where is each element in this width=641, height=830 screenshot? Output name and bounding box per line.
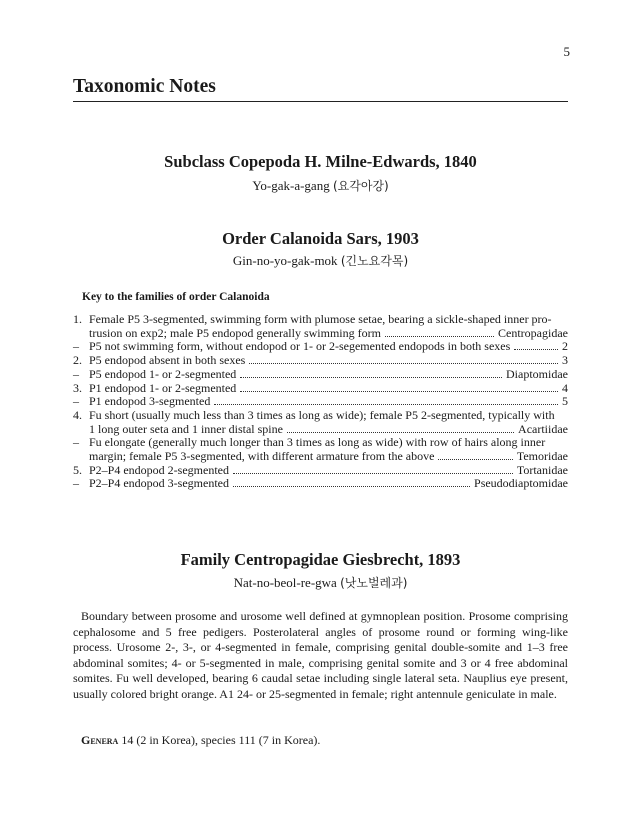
key-entry-mark: 5. <box>73 462 82 477</box>
key-entry-mark: – <box>73 339 79 354</box>
key-entry-result: 2 <box>562 339 568 354</box>
leader-dots <box>240 377 502 378</box>
key-entry-mark: – <box>73 435 79 450</box>
key-entry-result: Centropagidae <box>498 325 568 340</box>
key-entry <box>73 464 568 478</box>
key-entry-text: Fu elongate (generally much longer than 3 times as long as wide) with row of hairs along inner <box>89 435 546 450</box>
family-korean: (낫노벌레과) <box>340 576 408 590</box>
leader-dots <box>438 459 512 460</box>
key-entry-text: P5 endopod absent in both sexes <box>89 353 246 368</box>
key-entry-text: Female P5 3-segmented, swimming form with plumose setae, bearing a sickle-shaped inner pro- <box>89 312 552 326</box>
key-entry-result: Pseudodiaptomidae <box>474 476 568 491</box>
family-romanization <box>0 574 641 591</box>
key-entry <box>73 354 568 368</box>
order-korean: (긴노요각목) <box>340 254 409 268</box>
key-entry-text: P2–P4 endopod 2-segmented <box>89 462 229 477</box>
key-entry-mark: 2. <box>73 353 82 368</box>
key-entry-result: 3 <box>562 353 568 368</box>
key-entry-text: trusion on exp2; male P5 endopod generally swimming form <box>89 325 381 340</box>
key-entry-result: Tortanidae <box>516 462 568 477</box>
genera-label: Genera <box>81 733 119 747</box>
key-entry-mark: – <box>73 394 79 409</box>
section-title: Taxonomic Notes <box>73 76 568 102</box>
subclass-romanization <box>0 177 641 194</box>
key-entry-text: P5 not swimming form, without endopod or 1- or 2-segemented endopods in both sexes <box>89 339 511 354</box>
leader-dots <box>240 391 558 392</box>
family-heading: Family Centropagidae Giesbrecht, 1893 <box>180 550 461 569</box>
key-entry-text: P1 endopod 1- or 2-segmented <box>89 380 237 395</box>
subclass-korean: (요각아강) <box>332 179 389 193</box>
order-heading: Order Calanoida Sars, 1903 <box>222 229 419 248</box>
key-entry-text: Fu short (usually much less than 3 times as long as wide); female P5 2-segmented, typically with <box>89 407 555 422</box>
order-romanization-text: Gin-no-yo-gak-mok <box>232 253 338 268</box>
order-romanization <box>0 252 641 269</box>
key-entry-result: Acartiidae <box>518 421 568 436</box>
key-entry <box>73 313 568 340</box>
key-entry-text: margin; female P5 3-segmented, with different armature from the above <box>89 449 435 464</box>
subclass-heading: Subclass Copepoda H. Milne-Edwards, 1840 <box>164 152 477 171</box>
key-entry-text: P1 endopod 3-segmented <box>89 394 211 409</box>
key-entry-result: Temoridae <box>516 449 568 464</box>
key-entry-mark: 1. <box>73 312 82 326</box>
leader-dots <box>385 336 494 337</box>
key-entry <box>73 395 568 409</box>
leader-dots <box>233 473 513 474</box>
key-entry-result: 4 <box>562 380 568 395</box>
family-description: Boundary between prosome and urosome well defined at gymnoplean position. Prosome comprising cephalosome and 5 free pedigers. Posterolateral angles of prosome round or forming wing-like process. Urosome 2-, 3-, or 4-segmented in female, comprising genital double-somite and 1–3 free abdominal somites; 4- or 5-segmented in male, comprising genital somite and 3 or 4 free abdominal somites. Fu well developed, bearing 6 caudal setae including single lateral seta. Nauplius eye present, usually colored bright orange. A1 24- or 25-segmented in female; right antennule geniculate in male. <box>73 609 568 701</box>
key-entry-result: 5 <box>562 394 568 409</box>
key-entry <box>73 436 568 463</box>
key-entry <box>73 340 568 354</box>
key-entry <box>73 409 568 436</box>
key-entry-mark: 4. <box>73 407 82 422</box>
family-key <box>73 313 568 491</box>
genera-line <box>81 733 320 748</box>
key-entry-text: P2–P4 endopod 3-segmented <box>89 476 229 491</box>
genera-text: 14 (2 in Korea), species 111 (7 in Korea). <box>121 733 321 747</box>
key-entry-text: P5 endopod 1- or 2-segmented <box>89 366 237 381</box>
leader-dots <box>233 486 470 487</box>
key-entry-mark: – <box>73 366 79 381</box>
key-entry <box>73 382 568 396</box>
key-entry <box>73 368 568 382</box>
family-romanization-text: Nat-no-beol-re-gwa <box>233 575 337 590</box>
leader-dots <box>287 432 514 433</box>
leader-dots <box>214 404 558 405</box>
key-entry-mark: 3. <box>73 380 82 395</box>
leader-dots <box>514 349 558 350</box>
subclass-romanization-text: Yo-gak-a-gang <box>252 178 330 193</box>
key-entry-mark: – <box>73 476 79 491</box>
leader-dots <box>249 363 558 364</box>
key-title: Key to the families of order Calanoida <box>82 291 270 303</box>
key-entry <box>73 477 568 491</box>
page-number: 5 <box>563 44 570 59</box>
key-entry-text: 1 long outer seta and 1 inner distal spine <box>89 421 283 436</box>
key-entry-result: Diaptomidae <box>506 366 568 381</box>
